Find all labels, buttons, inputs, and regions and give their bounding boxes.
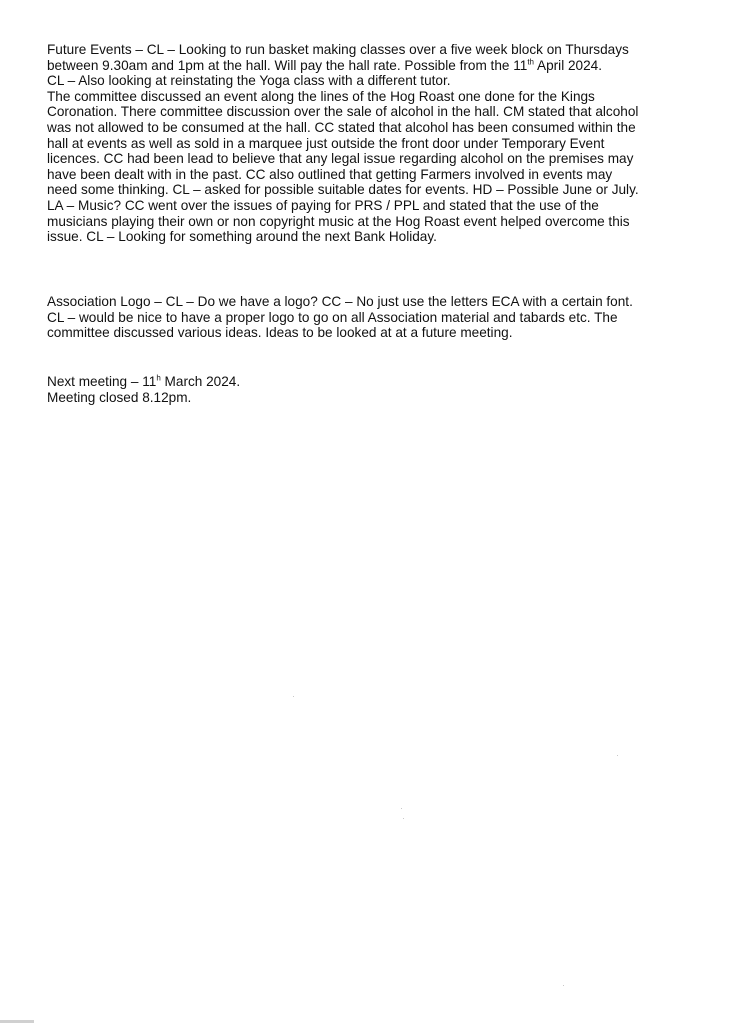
ordinal-suffix: th [527, 57, 534, 67]
paragraph-line: licences. CC had been lead to believe that any legal issue regarding alcohol on the premises may [47, 151, 634, 167]
scan-speck [293, 696, 294, 697]
paragraph-line: LA – Music? CC went over the issues of paying for PRS / PPL and stated that the use of the [47, 197, 599, 213]
scan-speck [617, 755, 618, 756]
association-logo-section [47, 294, 697, 341]
paragraph-line: need some thinking. CL – asked for possible suitable dates for events. HD – Possible June or July. [47, 182, 639, 198]
scan-speck [401, 808, 402, 809]
paragraph-line: Coronation. There committee discussion over the sale of alcohol in the hall. CM stated that alcohol [47, 104, 639, 120]
paragraph-line: musicians playing their own or non copyright music at the Hog Roast event helped overcome this [47, 213, 630, 229]
paragraph-line [47, 58, 697, 74]
next-meeting-date: March 2024. [160, 374, 241, 389]
ordinal-suffix: h [156, 373, 161, 383]
paragraph-line: CL – would be nice to have a proper logo to go on all Association material and tabards etc. The [47, 309, 618, 325]
paragraph-line: issue. CL – Looking for something around the next Bank Holiday. [47, 229, 437, 245]
paragraph-line: was not allowed to be consumed at the hall. CC stated that alcohol has been consumed within the [47, 119, 636, 135]
meeting-closed-line: Meeting closed 8.12pm. [47, 389, 192, 405]
paragraph-line: CL – Also looking at reinstating the Yoga class with a different tutor. [47, 73, 451, 89]
line-text: between 9.30am and 1pm at the hall. Will pay the hall rate. Possible from the 11 [47, 57, 528, 73]
paragraph-line: Association Logo – CL – Do we have a logo? CC – No just use the letters ECA with a certain font. [47, 294, 633, 309]
closing-section [47, 374, 697, 405]
next-meeting-line [47, 374, 697, 390]
next-meeting-text: Next meeting – 11 [47, 374, 157, 389]
paragraph-line: have been dealt with in the past. CC also outlined that getting Farmers involved in events may [47, 166, 613, 182]
paragraph-line: committee discussed various ideas. Ideas to be looked at at a future meeting. [47, 325, 513, 341]
paragraph-line: Future Events – CL – Looking to run basket making classes over a five week block on Thursdays [47, 42, 629, 57]
scan-speck [403, 818, 404, 819]
paragraph-line: hall at events as well as sold in a marquee just outside the front door under Temporary Event [47, 135, 605, 151]
paragraph-line: The committee discussed an event along the lines of the Hog Roast one done for the Kings [47, 88, 595, 104]
future-events-section [47, 42, 697, 245]
scan-speck [563, 985, 564, 986]
line-text-tail: April 2024. [534, 57, 603, 73]
